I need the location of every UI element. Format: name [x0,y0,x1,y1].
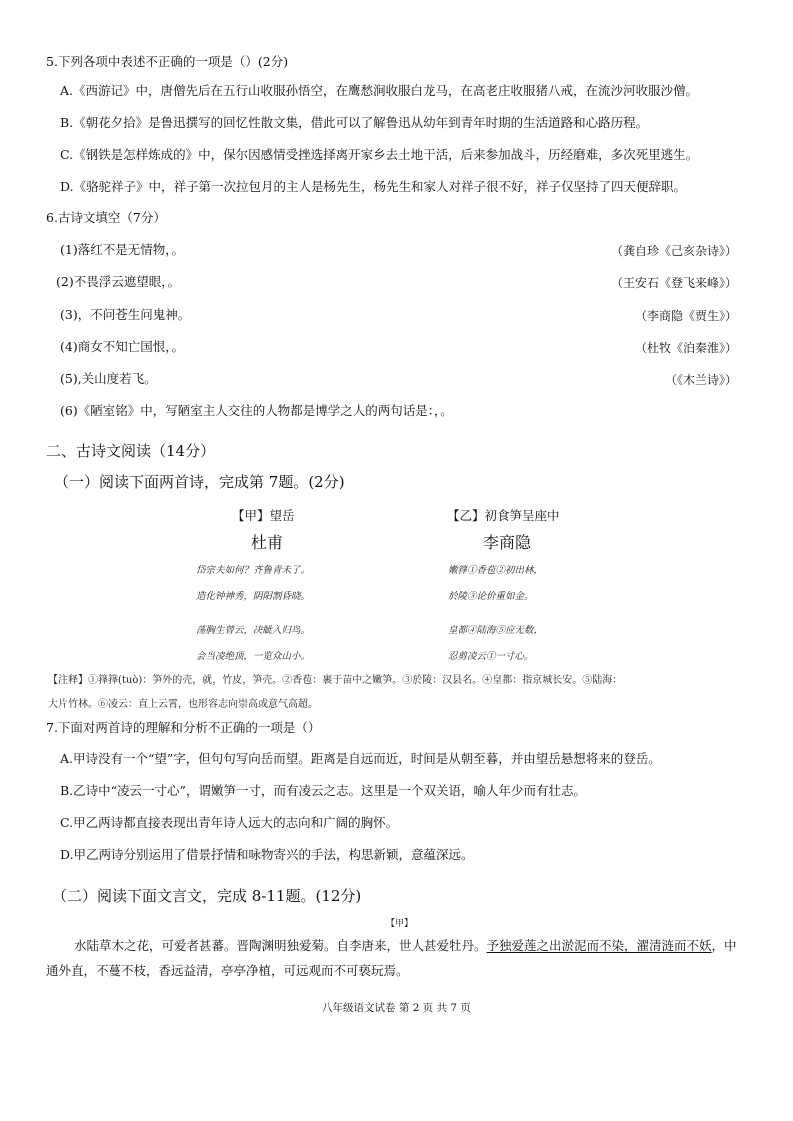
q6-stem: 6.古诗文填空（7分） [46,210,166,225]
section-2-part-2-title: （二）阅读下面文言文，完成 8-11题。(12分) [52,887,362,905]
q7-stem: 7.下面对两首诗的理解和分析不正确的一项是（） [46,720,321,735]
text-a-label: 【甲】 [386,919,414,929]
poem-notes-line-1: 【注释】①箨箨(tuò)：笋外的壳，就，竹皮，笋壳。②香苞：裹于苗中之嫩笋。③於陵：汉县名。④皇都：指京城长安。⑤陆海： [48,675,623,686]
q6-source-4: （杜牧《泊秦淮》） [634,341,737,355]
poem-b-line-1: 嫩箨①香苞②初出林， [448,565,544,576]
poem-a-line-3: 荡胸生曾云，决眦入归鸟。 [196,625,311,636]
q6-source-1: （龚自珍《己亥杂诗》） [610,244,737,258]
q5-option-c: C.《钢铁是怎样炼成的》中，保尔因感情受挫选择离开家乡去土地干活，后来参加战斗，历经磨难，多次死里逃生。 [60,147,699,162]
section-2-part-1-title: （一）阅读下面两首诗，完成第 7题。(2分) [54,473,345,491]
poem-a-line-4: 会当凌绝顶，一览众山小。 [196,651,311,662]
page-footer: 八年级语文试卷 第 2 页 共 7 页 [322,1002,471,1014]
poem-a-author: 杜甫 [251,533,284,552]
q6-source-5: （《木兰诗》） [664,373,737,387]
q5-option-d: D.《骆驼祥子》中，祥子第一次拉包月的主人是杨先生，杨先生和家人对祥子很不好，祥子仅坚持了四天便辞职。 [60,179,687,194]
q6-item-1: (1)落红不是无情物，。 [60,242,184,257]
q5-option-b: B.《朝花夕拾》是鲁迅撰写的回忆性散文集，借此可以了解鲁迅从幼年到青年时期的生活道路和心路历程。 [60,115,649,130]
poem-notes-line-2: 大片竹林。⑥凌云：直上云霄，也形容志向崇高或意气高超。 [48,699,318,710]
q6-source-2: （王安石《登飞来峰》） [610,276,737,290]
text-a-sentence-tail: ，中 [711,938,737,953]
q6-item-6: (6)《陋室铭》中，写陋室主人交往的人物都是博学之人的两句话是：，。 [60,403,453,418]
q5-option-a: A.《西游记》中，唐僧先后在五行山收服孙悟空，在鹰愁涧收服白龙马，在高老庄收服猪八戒，在流沙河收服沙僧。 [60,83,699,98]
poem-b-line-2: 於陵③论价重如金。 [448,591,534,602]
text-a-underlined-sentence: 予独爱莲之出淤泥而不染，濯清涟而不妖 [486,938,712,953]
q7-option-d: D.甲乙两诗分别运用了借景抒情和咏物寄兴的手法，构思新颖，意蕴深远。 [60,847,474,862]
section-2-title: 二、古诗文阅读（14分） [46,442,216,460]
poem-a-line-1: 岱宗夫如何？齐鲁青未了。 [196,565,311,576]
poem-b-author: 李商隐 [483,533,532,552]
q6-item-4: (4)商女不知亡国恨，。 [60,339,184,354]
q5-stem: 5.下列各项中表述不正确的一项是（）(2分) [46,54,289,69]
q6-item-3: (3)，不问苍生问鬼神。 [60,307,191,322]
q6-item-5: (5),关山度若飞。 [60,371,157,386]
poem-a-line-2: 造化钟神秀，阴阳割昏晓。 [196,591,311,602]
q6-item-2: (2)不畏浮云遮望眼，。 [56,274,180,289]
text-a-paragraph-line-2: 通外直，不蔓不枝，香远益清，亭亭净植，可远观而不可亵玩焉。 [46,963,409,978]
poem-b-title: 【乙】初食笋呈座中 [447,508,560,523]
poem-a-title: 【甲】望岳 [232,508,295,523]
text-a-paragraph-line-1 [74,940,737,953]
poem-b-line-4: 忍剪凌云①一寸心。 [448,651,534,662]
poem-b-line-3: 皇都④陆海⑤应无数， [448,625,544,636]
text-a-sentence-1: 水陆草木之花，可爱者甚蕃。晋陶渊明独爱菊。自李唐来，世人甚爱牡丹。 [74,938,487,953]
q7-option-b: B.乙诗中“凌云一寸心”，谓嫩笋一寸，而有凌云之志。这里是一个双关语，喻人年少而有壮志。 [60,783,586,798]
q6-source-3: （李商隐《贾生》） [634,309,737,323]
q7-option-c: C.甲乙两诗都直接表现出青年诗人远大的志向和广阔的胸怀。 [60,815,399,830]
q7-option-a: A.甲诗没有一个“望”字，但句句写向岳而望。距离是自远而近，时间是从朝至暮，并由望岳悬想将来的登岳。 [60,751,661,766]
